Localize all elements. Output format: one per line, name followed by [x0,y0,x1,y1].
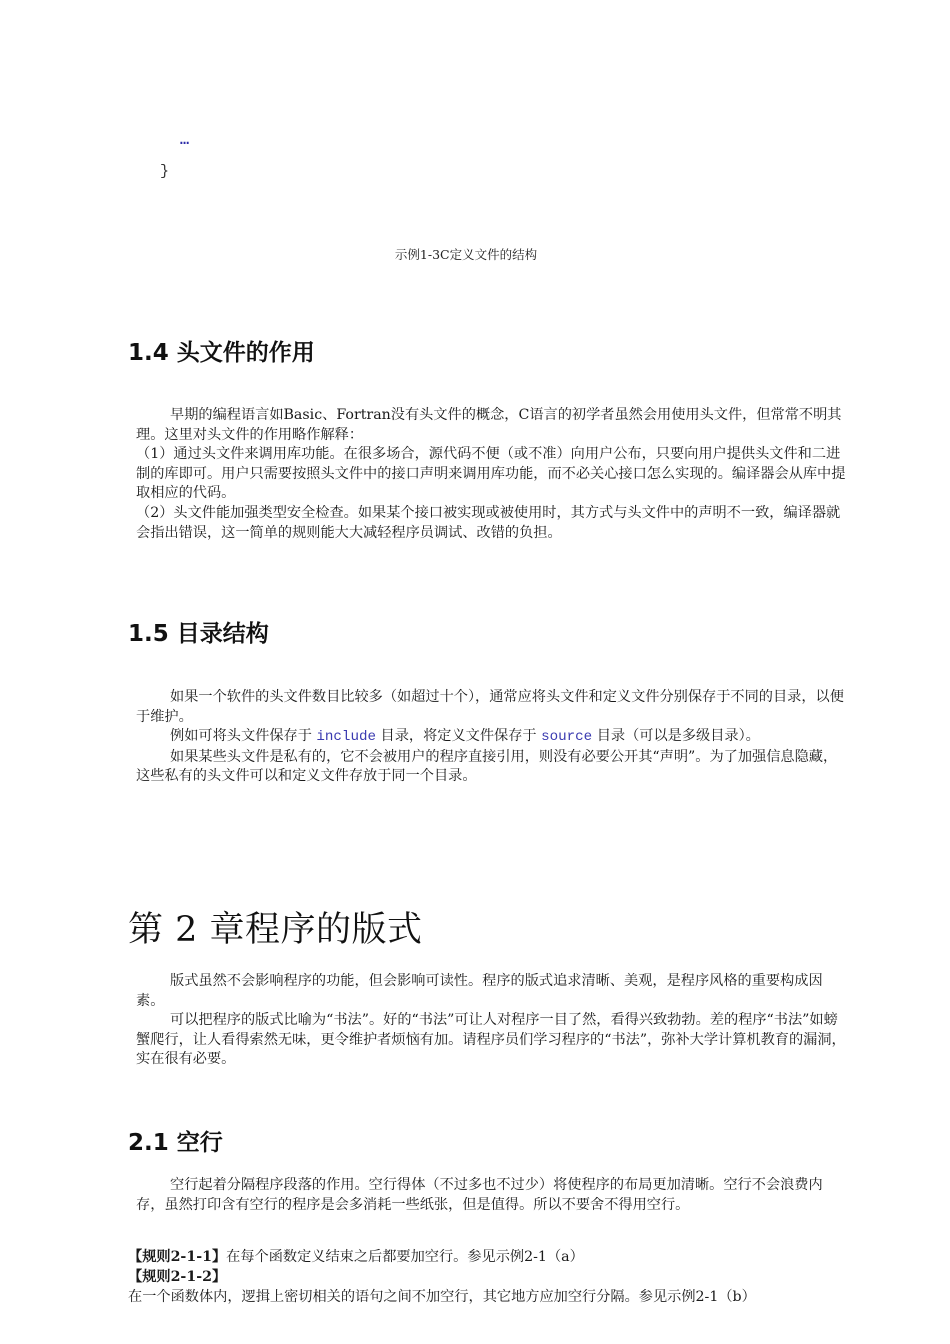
section-title-2-1: 2.1 空行 [128,1130,223,1156]
code-closing-brace: } [160,163,170,180]
paragraph: 空行起着分隔程序段落的作用。空行得体（不过多也不过少）将使程序的布局更加清晰。空行不会浪费内存，虽然打印含有空行的程序是会多消耗一些纸张，但是值得。所以不要舍不得用空行。 [136,1177,823,1213]
text-run: 例如可将头文件保存于 [170,728,317,745]
text-run: 目录，将定义文件保存于 [376,728,542,745]
rule-item [128,1267,848,1307]
source-keyword: source [541,729,593,746]
rule-item [128,1247,848,1267]
rule-text: 在每个函数定义结束之后都要加空行。参见示例2-1（a） [226,1249,584,1265]
section-2-1-body [136,1176,846,1215]
text-run: 目录（可以是多级目录）。 [592,728,760,745]
example-caption: 示例1-3C定义文件的结构 [394,247,538,262]
section-title-1-5: 1.5 目录结构 [128,621,269,647]
chapter-title-2: 第 2 章程序的版式 [128,910,423,950]
rule-id: 【规则2-1-2】 [128,1269,227,1285]
paragraph: 早期的编程语言如Basic、Fortran没有头文件的概念，C语言的初学者虽然会用使用头文件，但常常不明其理。这里对头文件的作用略作解释： [136,407,842,443]
code-ellipsis: … [180,132,190,149]
rules-list [128,1247,848,1307]
paragraph [136,727,846,748]
rule-id: 【规则2-1-1】 [128,1249,227,1265]
paragraph: 可以把程序的版式比喻为“书法”。好的“书法”可让人对程序一目了然，看得兴致勃勃。差的程序“书法”如螃蟹爬行，让人看得索然无味，更令维护者烦恼有加。请程序员们学习程序的“书法”，弥补大学计算机教育的漏洞，实在很有必要。 [136,1012,846,1068]
section-1-4-body [136,406,846,543]
chapter-2-body [136,972,846,1070]
paragraph: 如果某些头文件是私有的，它不会被用户的程序直接引用，则没有必要公开其“声明”。为了加强信息隐藏，这些私有的头文件可以和定义文件存放于同一个目录。 [136,748,838,785]
rule-text: 在一个函数体内，逻揖上密切相关的语句之间不加空行，其它地方应加空行分隔。参见示例2-1（b） [128,1289,756,1305]
section-1-5-body [136,688,846,787]
include-keyword: include [316,729,376,746]
paragraph: （1）通过头文件来调用库功能。在很多场合，源代码不便（或不准）向用户公布，只要向用户提供头文件和二进制的库即可。用户只需要按照头文件中的接口声明来调用库功能，而不必关心接口怎么实现的。编译器会从库中提取相应的代码。 [136,446,846,502]
paragraph: （2）头文件能加强类型安全检查。如果某个接口被实现或被使用时，其方式与头文件中的声明不一致，编译器就会指出错误，这一简单的规则能大大减轻程序员调试、改错的负担。 [136,504,841,541]
paragraph: 版式虽然不会影响程序的功能，但会影响可读性。程序的版式追求清晰、美观，是程序风格的重要构成因素。 [136,973,823,1009]
section-title-1-4: 1.4 头文件的作用 [128,340,315,366]
paragraph: 如果一个软件的头文件数目比较多（如超过十个），通常应将头文件和定义文件分别保存于不同的目录，以便于维护。 [136,689,844,725]
